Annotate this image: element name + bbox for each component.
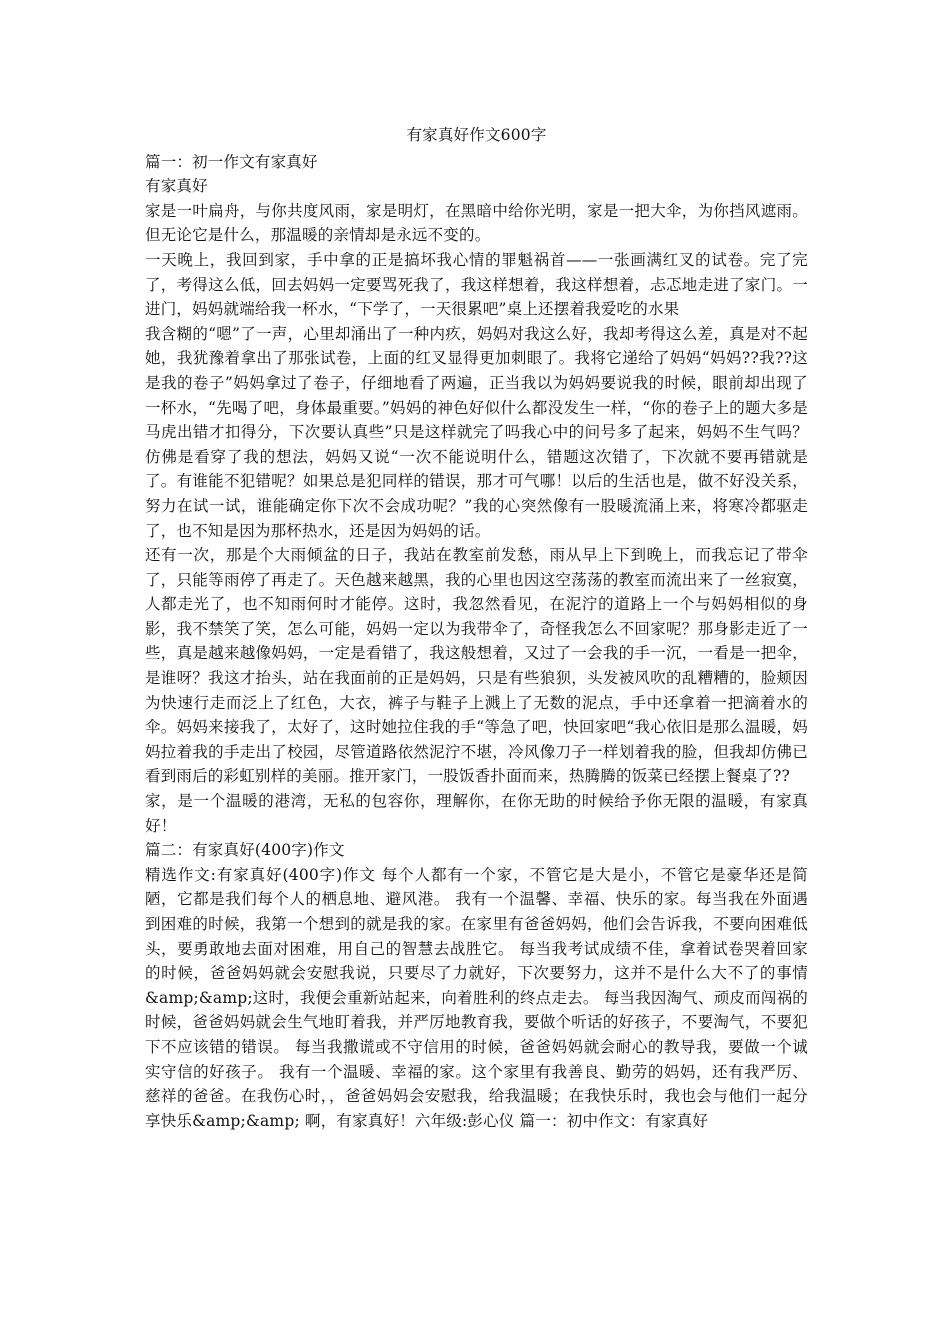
paragraph: 我含糊的“嗯”了一声，心里却涌出了一种内疚，妈妈对我这么好，我却考得这么差，真是对不起她，我犹豫着拿出了那张试卷，上面的红叉显得更加刺眼了。我将它递给了妈妈“妈妈??我??这是我的卷子”妈妈拿过了卷子，仔细地看了两遍，正当我以为妈妈要说我的时候，眼前却出现了一杯水，“先喝了吧，身体最重要。”妈妈的神色好似什么都没发生一样，“你的卷子上的题大多是马虎出错才扣得分，下次要认真些”只是这样就完了吗我心中的问号多了起来，妈妈不生气吗？仿佛是看穿了我的想法，妈妈又说“一次不能说明什么，错题这次错了，下次就不要再错就是了。有谁能不犯错呢？如果总是犯同样的错误，那才可气哪！以后的生活也是，做不好没关系，努力在试一试，谁能确定你下次不会成功呢？”我的心突然像有一股暖流涌上来，将寒冷都驱走了，也不知是因为那杯热水，还是因为妈妈的话。 <box>145 324 808 540</box>
document-page <box>145 123 808 1133</box>
paragraph: 家，是一个温暖的港湾，无私的包容你，理解你，在你无助的时候给予你无限的温暖，有家真好！ <box>145 792 808 835</box>
paragraph: 精选作文:有家真好(400字)作文 每个人都有一个家，不管它是大是小，不管它是豪华还是简陋，它都是我们每个人的栖息地、避风港。 我有一个温馨、幸福、快乐的家。每当我在外面遇到困难的时候，我第一个想到的就是我的家。在家里有爸爸妈妈，他们会告诉我，不要向困难低头，要勇敢地去面对困难，用自己的智慧去战胜它。 每当我考试成绩不佳，拿着试卷哭着回家的时候，爸爸妈妈就会安慰我说，只要尽了力就好，下次要努力，这并不是什么大不了的事情&amp;&amp;这时，我便会重新站起来，向着胜利的终点走去。 每当我因淘气、顽皮而闯祸的时候，爸爸妈妈就会生气地盯着我，并严厉地教育我，要做个听话的好孩子，不要淘气，不要犯下不应该错的错误。 每当我撒谎或不守信用的时候，爸爸妈妈就会耐心的教导我，要做一个诚实守信的好孩子。 我有一个温暖、幸福的家。这个家里有我善良、勤劳的妈妈，还有我严厉、慈祥的爸爸。在我伤心时，，爸爸妈妈会安慰我，给我温暖；在我快乐时，我也会与他们一起分享快乐&amp;&amp; 啊，有家真好！六年级:彭心仪 篇一：初中作文：有家真好 <box>145 865 808 1130</box>
paragraph: 一天晚上，我回到家，手中拿的正是搞坏我心情的罪魁祸首——一张画满红叉的试卷。完了完了，考得这么低，回去妈妈一定要骂死我了，我这样想着，我这样想着，忐忑地走进了家门。一进门，妈妈就端给我一杯水，“下学了，一天很累吧”桌上还摆着我爱吃的水果 <box>145 250 808 319</box>
paragraph: 家是一叶扁舟，与你共度风雨，家是明灯，在黑暗中给你光明，家是一把大伞，为你挡风遮雨。但无论它是什么，那温暖的亲情却是永远不变的。 <box>145 201 808 245</box>
paragraph: 还有一次，那是个大雨倾盆的日子，我站在教室前发愁，雨从早上下到晚上，而我忘记了带伞了，只能等雨停了再走了。天色越来越黑，我的心里也因这空荡荡的教室而流出来了一丝寂寞，人都走光了，也不知雨何时才能停。这时，我忽然看见，在泥泞的道路上一个与妈妈相似的身影，我不禁笑了笑，怎么可能，妈妈一定以为我带伞了，奇怪我怎么不回家呢？那身影走近了一些，真是越来越像妈妈，一定是看错了，我这般想着，又过了一会我的手一沉，一看是一把伞，是谁呀？我这才抬头，站在我面前的正是妈妈，只是有些狼狈，头发被风吹的乱糟糟的，脸颊因为快速行走而泛上了红色，大衣，裤子与鞋子上溅上了无数的泥点，手中还拿着一把滴着水的伞。妈妈来接我了，太好了，这时她拉住我的手“等急了吧，快回家吧“我心依旧是那么温暖，妈妈拉着我的手走出了校园，尽管道路依然泥泞不堪，冷风像刀子一样划着我的脸，但我却仿佛已看到雨后的彩虹别样的美丽。推开家门，一股饭香扑面而来，热腾腾的饭菜已经摆上餐桌了?? <box>145 546 808 786</box>
document-title: 有家真好作文600字 <box>406 126 547 144</box>
section-heading-2: 篇二：有家真好(400字)作文 <box>145 841 345 860</box>
subtitle: 有家真好 <box>145 177 208 196</box>
section-heading-1: 篇一：初一作文有家真好 <box>145 152 318 171</box>
